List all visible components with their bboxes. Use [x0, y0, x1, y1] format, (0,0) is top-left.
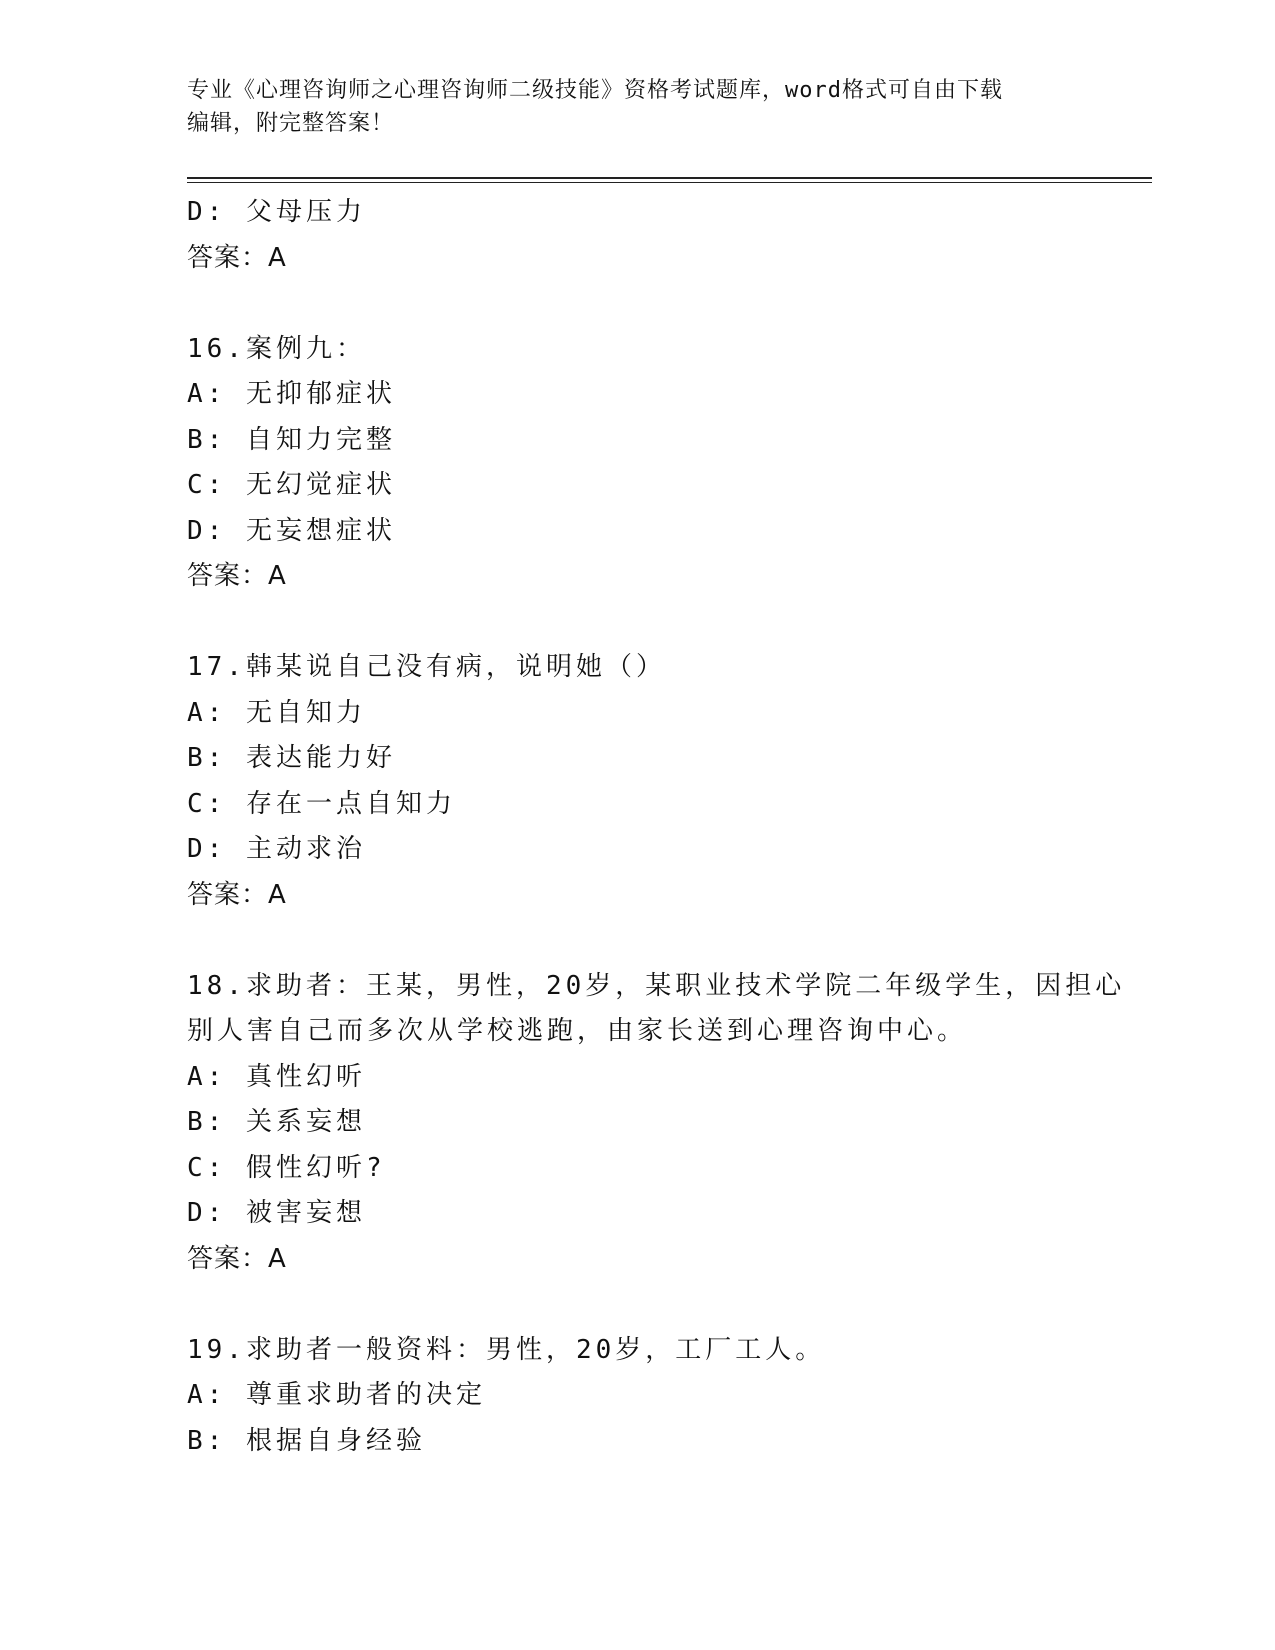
question-18-stem-line-1: 18.求助者：王某，男性，20岁，某职业技术学院二年级学生，因担心 — [187, 970, 1126, 1001]
question-16-option-a: A: 无抑郁症状 — [187, 379, 396, 409]
question-18-answer: 答案：A — [187, 1243, 287, 1274]
question-18-option-b: B: 关系妄想 — [187, 1107, 366, 1137]
question-16-stem: 16.案例九： — [187, 333, 366, 364]
question-19-option-a: A: 尊重求助者的决定 — [187, 1380, 486, 1410]
question-17-option-c: C: 存在一点自知力 — [187, 788, 456, 819]
question-15-option-d: D: 父母压力 — [187, 197, 366, 227]
question-16-option-d: D: 无妄想症状 — [187, 515, 396, 546]
question-18-stem-line-2: 别人害自己而多次从学校逃跑，由家长送到心理咨询中心。 — [187, 1016, 968, 1046]
question-16-option-b: B: 自知力完整 — [187, 424, 396, 455]
question-19-option-b: B: 根据自身经验 — [187, 1425, 426, 1456]
question-17-option-b: B: 表达能力好 — [187, 743, 396, 773]
header-divider-thick — [187, 177, 1152, 179]
question-18-option-c: C: 假性幻听? — [187, 1152, 386, 1183]
question-18-option-d: D: 被害妄想 — [187, 1198, 366, 1228]
header-divider-thin — [187, 182, 1152, 183]
question-17-option-d: D: 主动求治 — [187, 834, 366, 864]
document-header — [187, 74, 1087, 140]
header-line-2: 编辑，附完整答案！ — [187, 111, 395, 136]
question-16-answer: 答案：A — [187, 561, 287, 591]
spacer — [187, 1282, 1087, 1328]
question-15-answer: 答案：A — [187, 242, 287, 273]
question-17-option-a: A: 无自知力 — [187, 697, 366, 728]
question-16-option-c: C: 无幻觉症状 — [187, 470, 396, 500]
question-17-answer: 答案：A — [187, 879, 287, 910]
question-17-stem: 17.韩某说自己没有病，说明她（） — [187, 652, 666, 682]
question-19-stem: 19.求助者一般资料：男性，20岁，工厂工人。 — [187, 1334, 826, 1365]
question-18-option-a: A: 真性幻听 — [187, 1061, 366, 1092]
question-list — [187, 190, 1126, 1464]
spacer — [187, 281, 1087, 327]
spacer — [187, 918, 1087, 964]
header-line-1: 专业《心理咨询师之心理咨询师二级技能》资格考试题库，word格式可自由下载 — [187, 78, 1003, 103]
spacer — [187, 600, 1087, 646]
